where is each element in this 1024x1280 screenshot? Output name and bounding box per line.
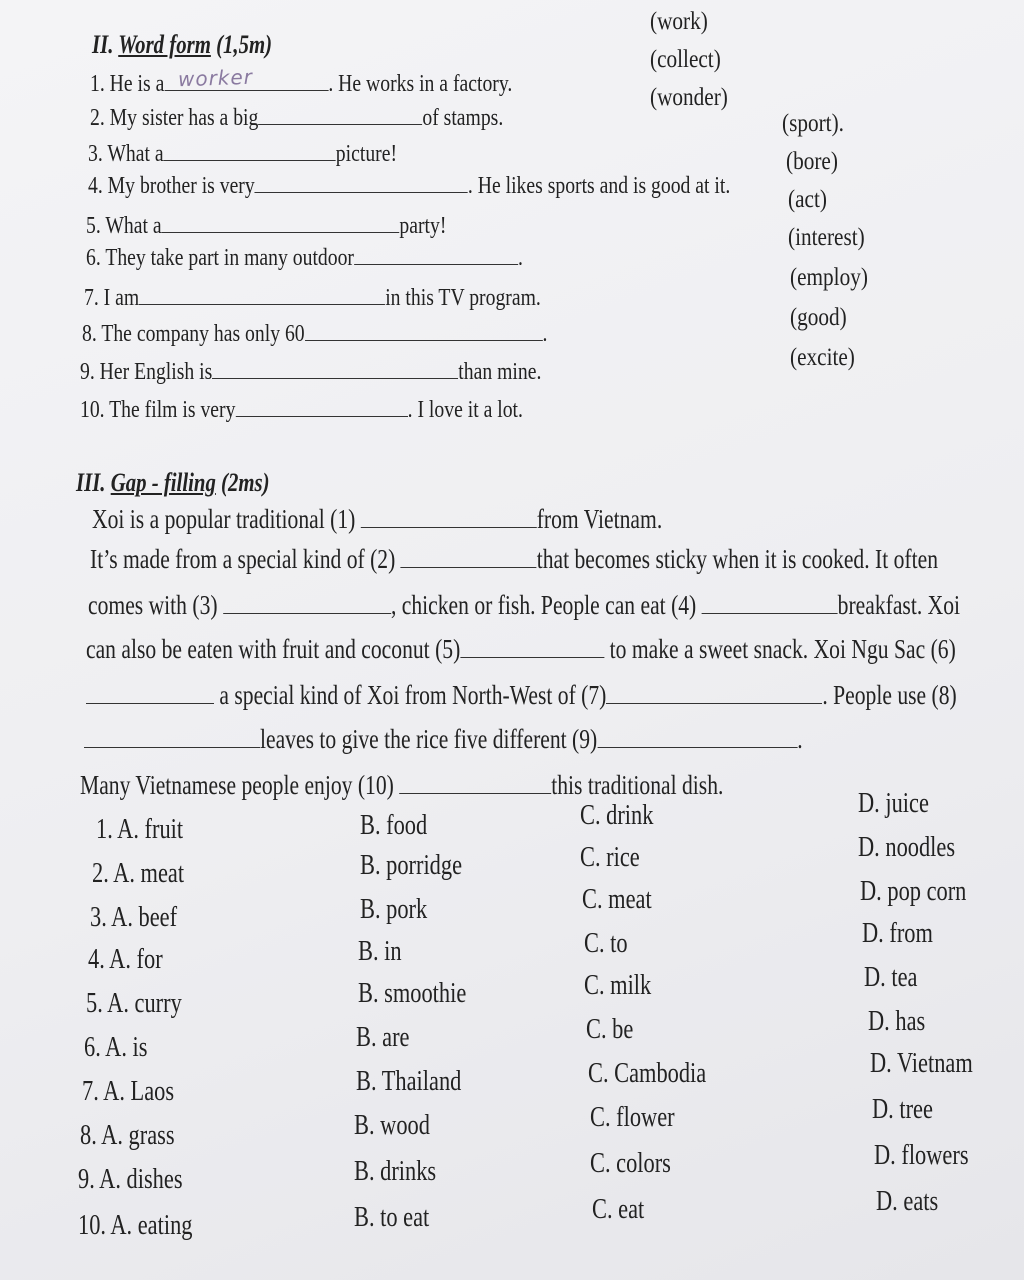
option-2-A[interactable]: 2. A. meat xyxy=(92,858,185,889)
gap-9[interactable] xyxy=(597,727,797,748)
gap-4[interactable] xyxy=(702,593,838,614)
wordform-item-10: 10. The film is very . I love it a lot. xyxy=(80,397,523,423)
option-1-D[interactable]: D. juice xyxy=(858,788,929,819)
passage-line-2: It’s made from a special kind of (2) that becomes sticky when it is cooked. It often xyxy=(90,544,939,574)
option-6-C[interactable]: C. be xyxy=(586,1014,634,1045)
option-3-D[interactable]: D. pop corn xyxy=(860,876,967,907)
gap-1[interactable] xyxy=(361,507,537,528)
option-4-B[interactable]: B. in xyxy=(358,936,402,967)
gap-3[interactable] xyxy=(223,593,391,614)
option-9-D[interactable]: D. flowers xyxy=(874,1140,969,1171)
answer-blank[interactable] xyxy=(305,320,543,341)
section3-heading: III. Gap - filling (2ms) xyxy=(76,468,270,497)
option-6-B[interactable]: B. are xyxy=(356,1022,410,1053)
option-3-B[interactable]: B. pork xyxy=(360,894,428,925)
answer-blank[interactable] xyxy=(162,212,400,233)
passage-line-7: Many Vietnamese people enjoy (10) this traditional dish. xyxy=(80,770,724,800)
option-1-C[interactable]: C. drink xyxy=(580,800,654,831)
option-9-A[interactable]: 9. A. dishes xyxy=(78,1164,183,1195)
passage-line-6: leaves to give the rice five different (9) . xyxy=(84,724,803,755)
wordform-item-7: 7. I am in this TV program. xyxy=(84,285,541,311)
answer-blank[interactable] xyxy=(258,104,422,125)
option-5-B[interactable]: B. smoothie xyxy=(358,978,467,1009)
option-5-D[interactable]: D. tea xyxy=(864,962,918,993)
option-1-A[interactable]: 1. A. fruit xyxy=(96,814,184,845)
option-6-D[interactable]: D. has xyxy=(868,1006,926,1037)
word-hint-1: (work) xyxy=(650,8,708,35)
option-10-C[interactable]: C. eat xyxy=(592,1194,645,1225)
option-2-D[interactable]: D. noodles xyxy=(858,832,956,863)
wordform-item-2: 2. My sister has a big of stamps. xyxy=(90,105,504,131)
handwritten-answer: worker xyxy=(177,64,254,92)
option-5-A[interactable]: 5. A. curry xyxy=(86,988,182,1019)
word-hint-6: (act) xyxy=(788,186,827,213)
wordform-item-8: 8. The company has only 60 . xyxy=(82,321,548,347)
wordform-item-6: 6. They take part in many outdoor . xyxy=(86,245,523,271)
option-9-C[interactable]: C. colors xyxy=(590,1148,671,1179)
option-9-B[interactable]: B. drinks xyxy=(354,1156,437,1187)
option-2-B[interactable]: B. porridge xyxy=(360,850,463,881)
word-hint-5: (bore) xyxy=(786,148,838,175)
option-7-C[interactable]: C. Cambodia xyxy=(588,1058,707,1089)
wordform-item-9: 9. Her English is than mine. xyxy=(80,359,542,385)
word-hint-7: (interest) xyxy=(788,224,865,251)
option-5-C[interactable]: C. milk xyxy=(584,970,652,1001)
word-hint-4: (sport). xyxy=(782,110,844,137)
option-7-D[interactable]: D. Vietnam xyxy=(870,1048,973,1079)
word-hint-8: (employ) xyxy=(790,264,868,291)
option-3-A[interactable]: 3. A. beef xyxy=(90,902,178,933)
wordform-item-5: 5. What a party! xyxy=(86,213,447,239)
passage-line-4: can also be eaten with fruit and coconut (5) to make a sweet snack. Xoi Ngu Sac (6) xyxy=(86,634,956,664)
option-8-A[interactable]: 8. A. grass xyxy=(80,1120,175,1151)
word-hint-10: (excite) xyxy=(790,344,855,371)
option-3-C[interactable]: C. meat xyxy=(582,884,652,915)
answer-blank[interactable] xyxy=(212,358,458,379)
option-4-A[interactable]: 4. A. for xyxy=(88,944,163,975)
wordform-item-3: 3. What a picture! xyxy=(88,141,397,167)
option-10-B[interactable]: B. to eat xyxy=(354,1202,430,1233)
option-4-C[interactable]: C. to xyxy=(584,928,628,959)
answer-blank[interactable] xyxy=(235,396,407,417)
option-4-D[interactable]: D. from xyxy=(862,918,933,949)
option-2-C[interactable]: C. rice xyxy=(580,842,640,873)
option-1-B[interactable]: B. food xyxy=(360,810,428,841)
answer-blank[interactable] xyxy=(354,244,518,265)
word-hint-3: (wonder) xyxy=(650,84,728,111)
option-6-A[interactable]: 6. A. is xyxy=(84,1032,148,1063)
option-8-C[interactable]: C. flower xyxy=(590,1102,675,1133)
passage-line-3: comes with (3) , chicken or fish. People can eat (4) breakfast. Xoi xyxy=(88,590,961,620)
word-hint-9: (good) xyxy=(790,304,847,331)
option-10-A[interactable]: 10. A. eating xyxy=(78,1210,193,1241)
gap-7[interactable] xyxy=(606,683,822,704)
passage-line-1: Xoi is a popular traditional (1) from Vietnam. xyxy=(92,504,663,534)
gap-5[interactable] xyxy=(460,637,604,658)
gap-10[interactable] xyxy=(399,773,551,794)
answer-blank[interactable] xyxy=(164,140,336,161)
wordform-item-4: 4. My brother is very . He likes sports and is good at it. xyxy=(88,173,731,199)
option-8-D[interactable]: D. tree xyxy=(872,1094,933,1125)
option-7-B[interactable]: B. Thailand xyxy=(356,1066,462,1097)
wordform-item-1: 1. He is a . He works in a factory. xyxy=(90,71,513,97)
gap-6[interactable] xyxy=(86,683,214,704)
word-hint-2: (collect) xyxy=(650,46,721,73)
answer-blank[interactable] xyxy=(139,284,385,305)
option-7-A[interactable]: 7. A. Laos xyxy=(82,1076,175,1107)
gap-2[interactable] xyxy=(401,547,537,568)
gap-8[interactable] xyxy=(84,727,260,748)
section2-heading: II. Word form (1,5m) xyxy=(92,30,273,59)
option-8-B[interactable]: B. wood xyxy=(354,1110,430,1141)
option-10-D[interactable]: D. eats xyxy=(876,1186,939,1217)
answer-blank[interactable] xyxy=(255,172,468,193)
passage-line-5: a special kind of Xoi from North-West of (7) . People use (8) xyxy=(86,680,957,711)
